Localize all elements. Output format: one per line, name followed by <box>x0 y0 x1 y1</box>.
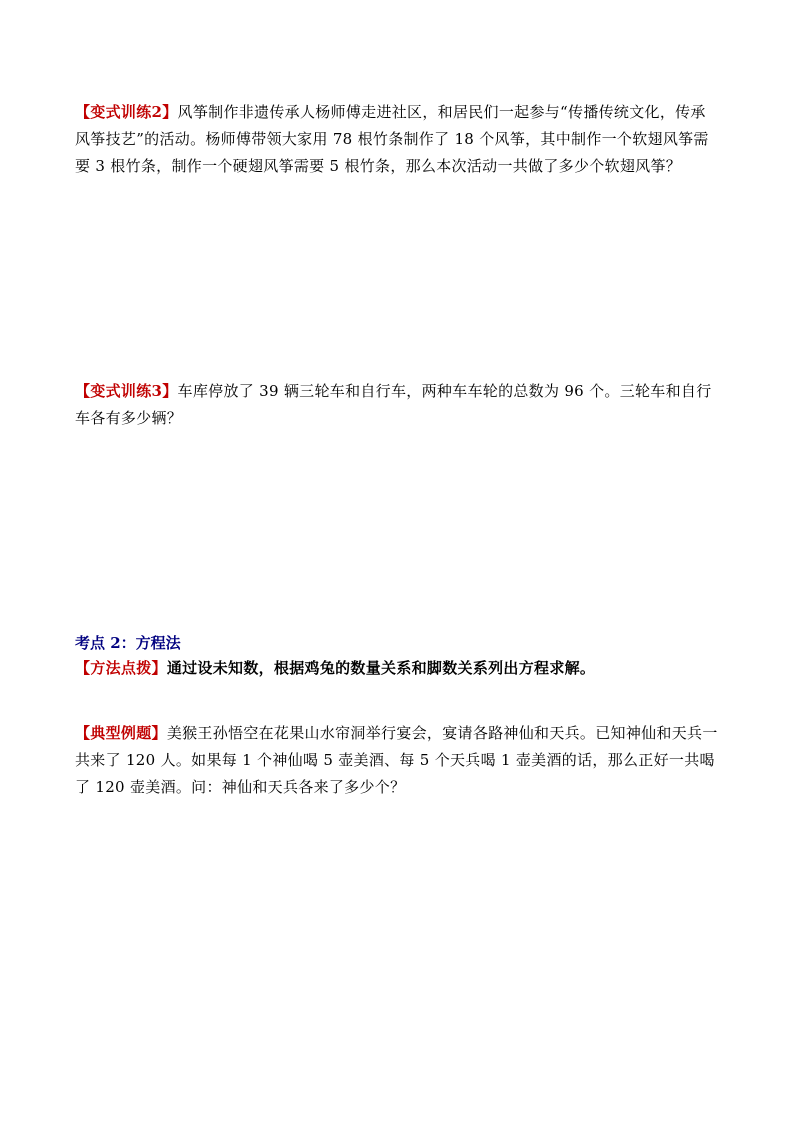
method-tip-text: 通过设未知数，根据鸡兔的数量关系和脚数关系列出方程求解。 <box>166 659 596 677</box>
method-tip <box>75 655 720 682</box>
variant-2-text: 风筝制作非遗传承人杨师傅走进社区，和居民们一起参与“传播传统文化，传承风筝技艺”的活动。杨师傅带领大家用 78 根竹条制作了 18 个风筝，其中制作一个软翅风筝需要 3 根竹条，制作一个硬翅风筝需要 5 根竹条，那么本次活动一共做了多少个软翅风筝？ <box>75 103 709 175</box>
point-2-heading: 考点 2：方程法 <box>75 634 181 652</box>
method-tip-tag: 【方法点拨】 <box>75 659 167 677</box>
variant-2-tag: 【变式训练2】 <box>75 103 178 121</box>
variant-exercise-2 <box>75 99 720 180</box>
typical-example <box>75 720 720 801</box>
variant-exercise-3 <box>75 378 720 432</box>
variant-3-tag: 【变式训练3】 <box>75 382 178 400</box>
typical-example-tag: 【典型例题】 <box>75 724 167 742</box>
typical-example-text: 美猴王孙悟空在花果山水帘洞举行宴会，宴请各路神仙和天兵。已知神仙和天兵一共来了 120 人。如果每 1 个神仙喝 5 壶美酒、每 5 个天兵喝 1 壶美酒的话，那么正好一共喝了 120 壶美酒。问：神仙和天兵各来了多少个？ <box>75 724 718 796</box>
variant-3-text: 车库停放了 39 辆三轮车和自行车，两种车车轮的总数为 96 个。三轮车和自行车各有多少辆？ <box>75 382 712 427</box>
